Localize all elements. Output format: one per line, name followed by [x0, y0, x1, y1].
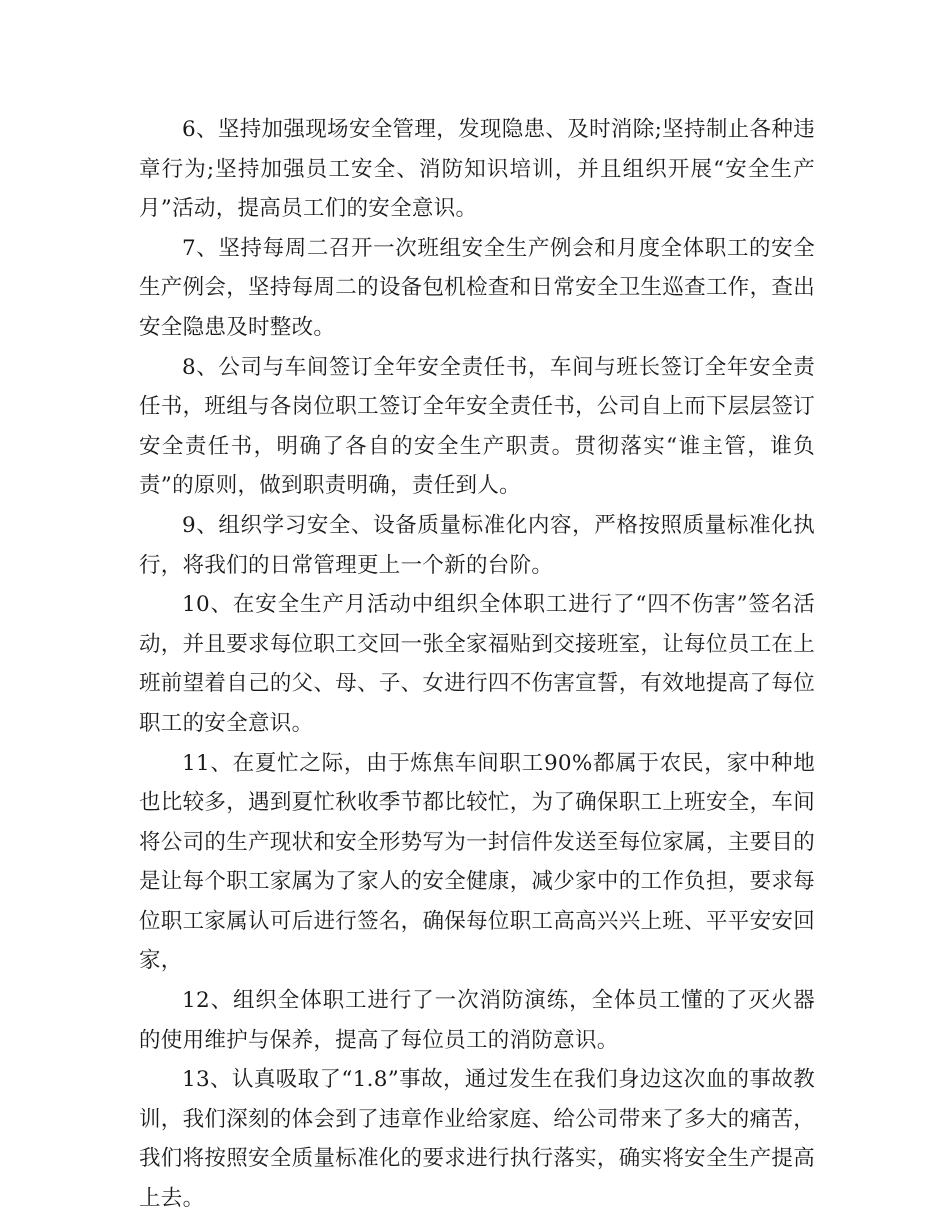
document-body: [139, 110, 815, 1219]
paragraph-item-13: 13、认真吸取了“1.8”事故，通过发生在我们身边这次血的事故教训，我们深刻的体会到了违章作业给家庭、给公司带来了多大的痛苦，我们将按照安全质量标准化的要求进行执行落实，确实将安全生产提高上去。: [139, 1067, 815, 1212]
paragraph-item-11: 11、在夏忙之际，由于炼焦车间职工90%都属于农民，家中种地也比较多，遇到夏忙秋收季节都比较忙，为了确保职工上班安全，车间将公司的生产现状和安全形势写为一封信件发送至每位家属，主要目的是让每个职工家属为了家人的安全健康，减少家中的工作负担，要求每位职工家属认可后进行签名，确保每位职工高高兴兴上班、平平安安回家，: [139, 750, 815, 974]
paragraph-item-10: 10、在安全生产月活动中组织全体职工进行了“四不伤害”签名活动，并且要求每位职工交回一张全家福贴到交接班室，让每位员工在上班前望着自己的父、母、子、女进行四不伤害宣誓，有效地提高了每位职工的安全意识。: [139, 592, 815, 736]
paragraph-item-8: 8、公司与车间签订全年安全责任书，车间与班长签订全年安全责任书，班组与各岗位职工签订全年安全责任书，公司自上而下层层签订安全责任书，明确了各自的安全生产职责。贯彻落实“谁主管，谁负责”的原则，做到职责明确，责任到人。: [139, 354, 815, 499]
paragraph-item-9: 9、组织学习安全、设备质量标准化内容，严格按照质量标准化执行，将我们的日常管理更上一个新的台阶。: [139, 512, 815, 578]
paragraph-item-7: 7、坚持每周二召开一次班组安全生产例会和月度全体职工的安全生产例会，坚持每周二的设备包机检查和日常安全卫生巡查工作，查出安全隐患及时整改。: [139, 235, 815, 340]
paragraph-item-12: 12、组织全体职工进行了一次消防演练，全体员工懂的了灭火器的使用维护与保养，提高了每位员工的消防意识。: [139, 988, 815, 1053]
paragraph-item-6: 6、坚持加强现场安全管理，发现隐患、及时消除;坚持制止各种违章行为;坚持加强员工安全、消防知识培训，并且组织开展“安全生产月”活动，提高员工们的安全意识。: [139, 117, 815, 222]
